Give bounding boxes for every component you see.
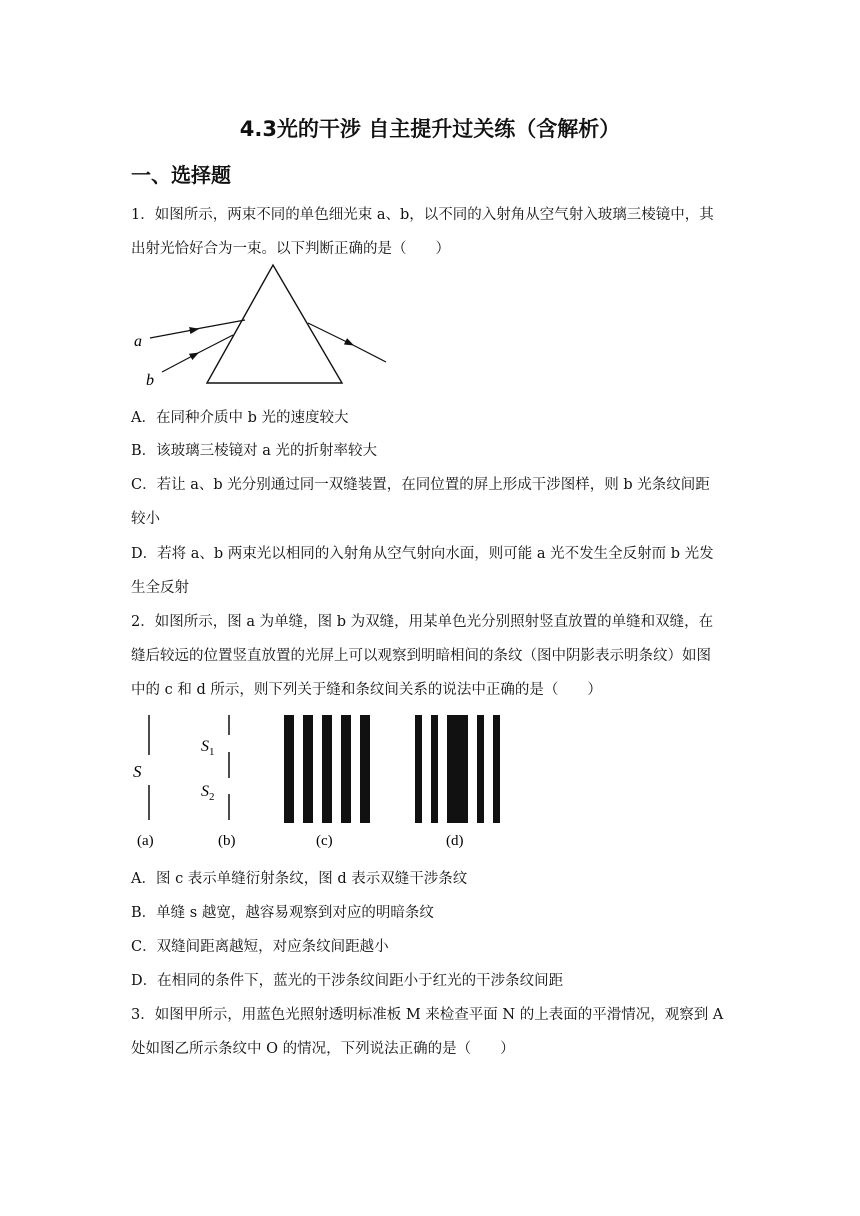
svg-text:S2: $S_2$: [201, 783, 215, 803]
label-S2: S: [201, 783, 209, 800]
label-b: b: [146, 372, 154, 389]
page-title: 4.3光的干涉 自主提升过关练（含解析）: [239, 117, 621, 141]
q1-option-d-line1: D．若将 a、b 两束光以相同的入射角从空气射向水面，则可能 a 光不发生全反射而 b 光发: [131, 546, 714, 562]
q3-stem-line1: 3．如图甲所示，用蓝色光照射透明标准板 M 来检查平面 N 的上表面的平滑情况，观察到 A: [131, 1007, 724, 1023]
q1-prism-figure: [128, 262, 390, 390]
label-S1: S: [201, 738, 209, 755]
q1-option-d-line2: 生全反射: [131, 580, 189, 596]
q1-option-b: B．该玻璃三棱镜对 a 光的折射率较大: [131, 443, 378, 459]
q1-option-a: A．在同种介质中 b 光的速度较大: [131, 410, 349, 426]
q2-stem-line2: 缝后较远的位置竖直放置的光屏上可以观察到明暗相间的条纹（图中阴影表示明条纹）如图: [131, 648, 711, 664]
prism-triangle: [207, 265, 342, 383]
q1-option-c-line2: 较小: [131, 511, 160, 527]
svg-text:S1: $S_1$: [201, 738, 215, 758]
caption-a: (a): [137, 833, 154, 849]
q1-stem-line2: 出射光恰好合为一束。以下判断正确的是（ ）: [131, 241, 450, 257]
q2-option-b: B．单缝 s 越宽，越容易观察到对应的明暗条纹: [131, 905, 434, 921]
ray-out: [308, 323, 353, 345]
q1-option-c-line1: C．若让 a、b 光分别通过同一双缝装置，在同位置的屏上形成干涉图样，则 b 光条纹间距: [131, 477, 710, 493]
q2-option-a: A．图 c 表示单缝衍射条纹，图 d 表示双缝干涉条纹: [131, 871, 468, 887]
fringes-d: [415, 715, 500, 823]
q2-option-c: C．双缝间距离越短，对应条纹间距越小: [131, 939, 389, 955]
q2-slit-figure: [128, 710, 518, 850]
fringes-c: [284, 715, 370, 823]
caption-d: (d): [446, 833, 464, 849]
q1-stem-line1: 1．如图所示，两束不同的单色细光束 a、b，以不同的入射角从空气射入玻璃三棱镜中，其: [131, 207, 714, 223]
ray-a-in: [150, 329, 198, 338]
q2-stem-line3: 中的 c 和 d 所示，则下列关于缝和条纹间关系的说法中正确的是（ ）: [131, 682, 602, 698]
q3-stem-line2: 处如图乙所示条纹中 O 的情况，下列说法正确的是（ ）: [131, 1041, 515, 1057]
caption-b: (b): [218, 833, 236, 849]
q2-stem-line1: 2．如图所示，图 a 为单缝，图 b 为双缝，用某单色光分别照射竖直放置的单缝和双缝，在: [131, 614, 714, 630]
section-heading: 一、选择题: [131, 163, 231, 187]
label-S: S: [133, 762, 142, 781]
caption-c: (c): [316, 833, 333, 849]
label-a: a: [134, 333, 142, 350]
q2-option-d: D．在相同的条件下，蓝光的干涉条纹间距小于红光的干涉条纹间距: [131, 973, 564, 989]
ray-b-in: [162, 353, 198, 372]
